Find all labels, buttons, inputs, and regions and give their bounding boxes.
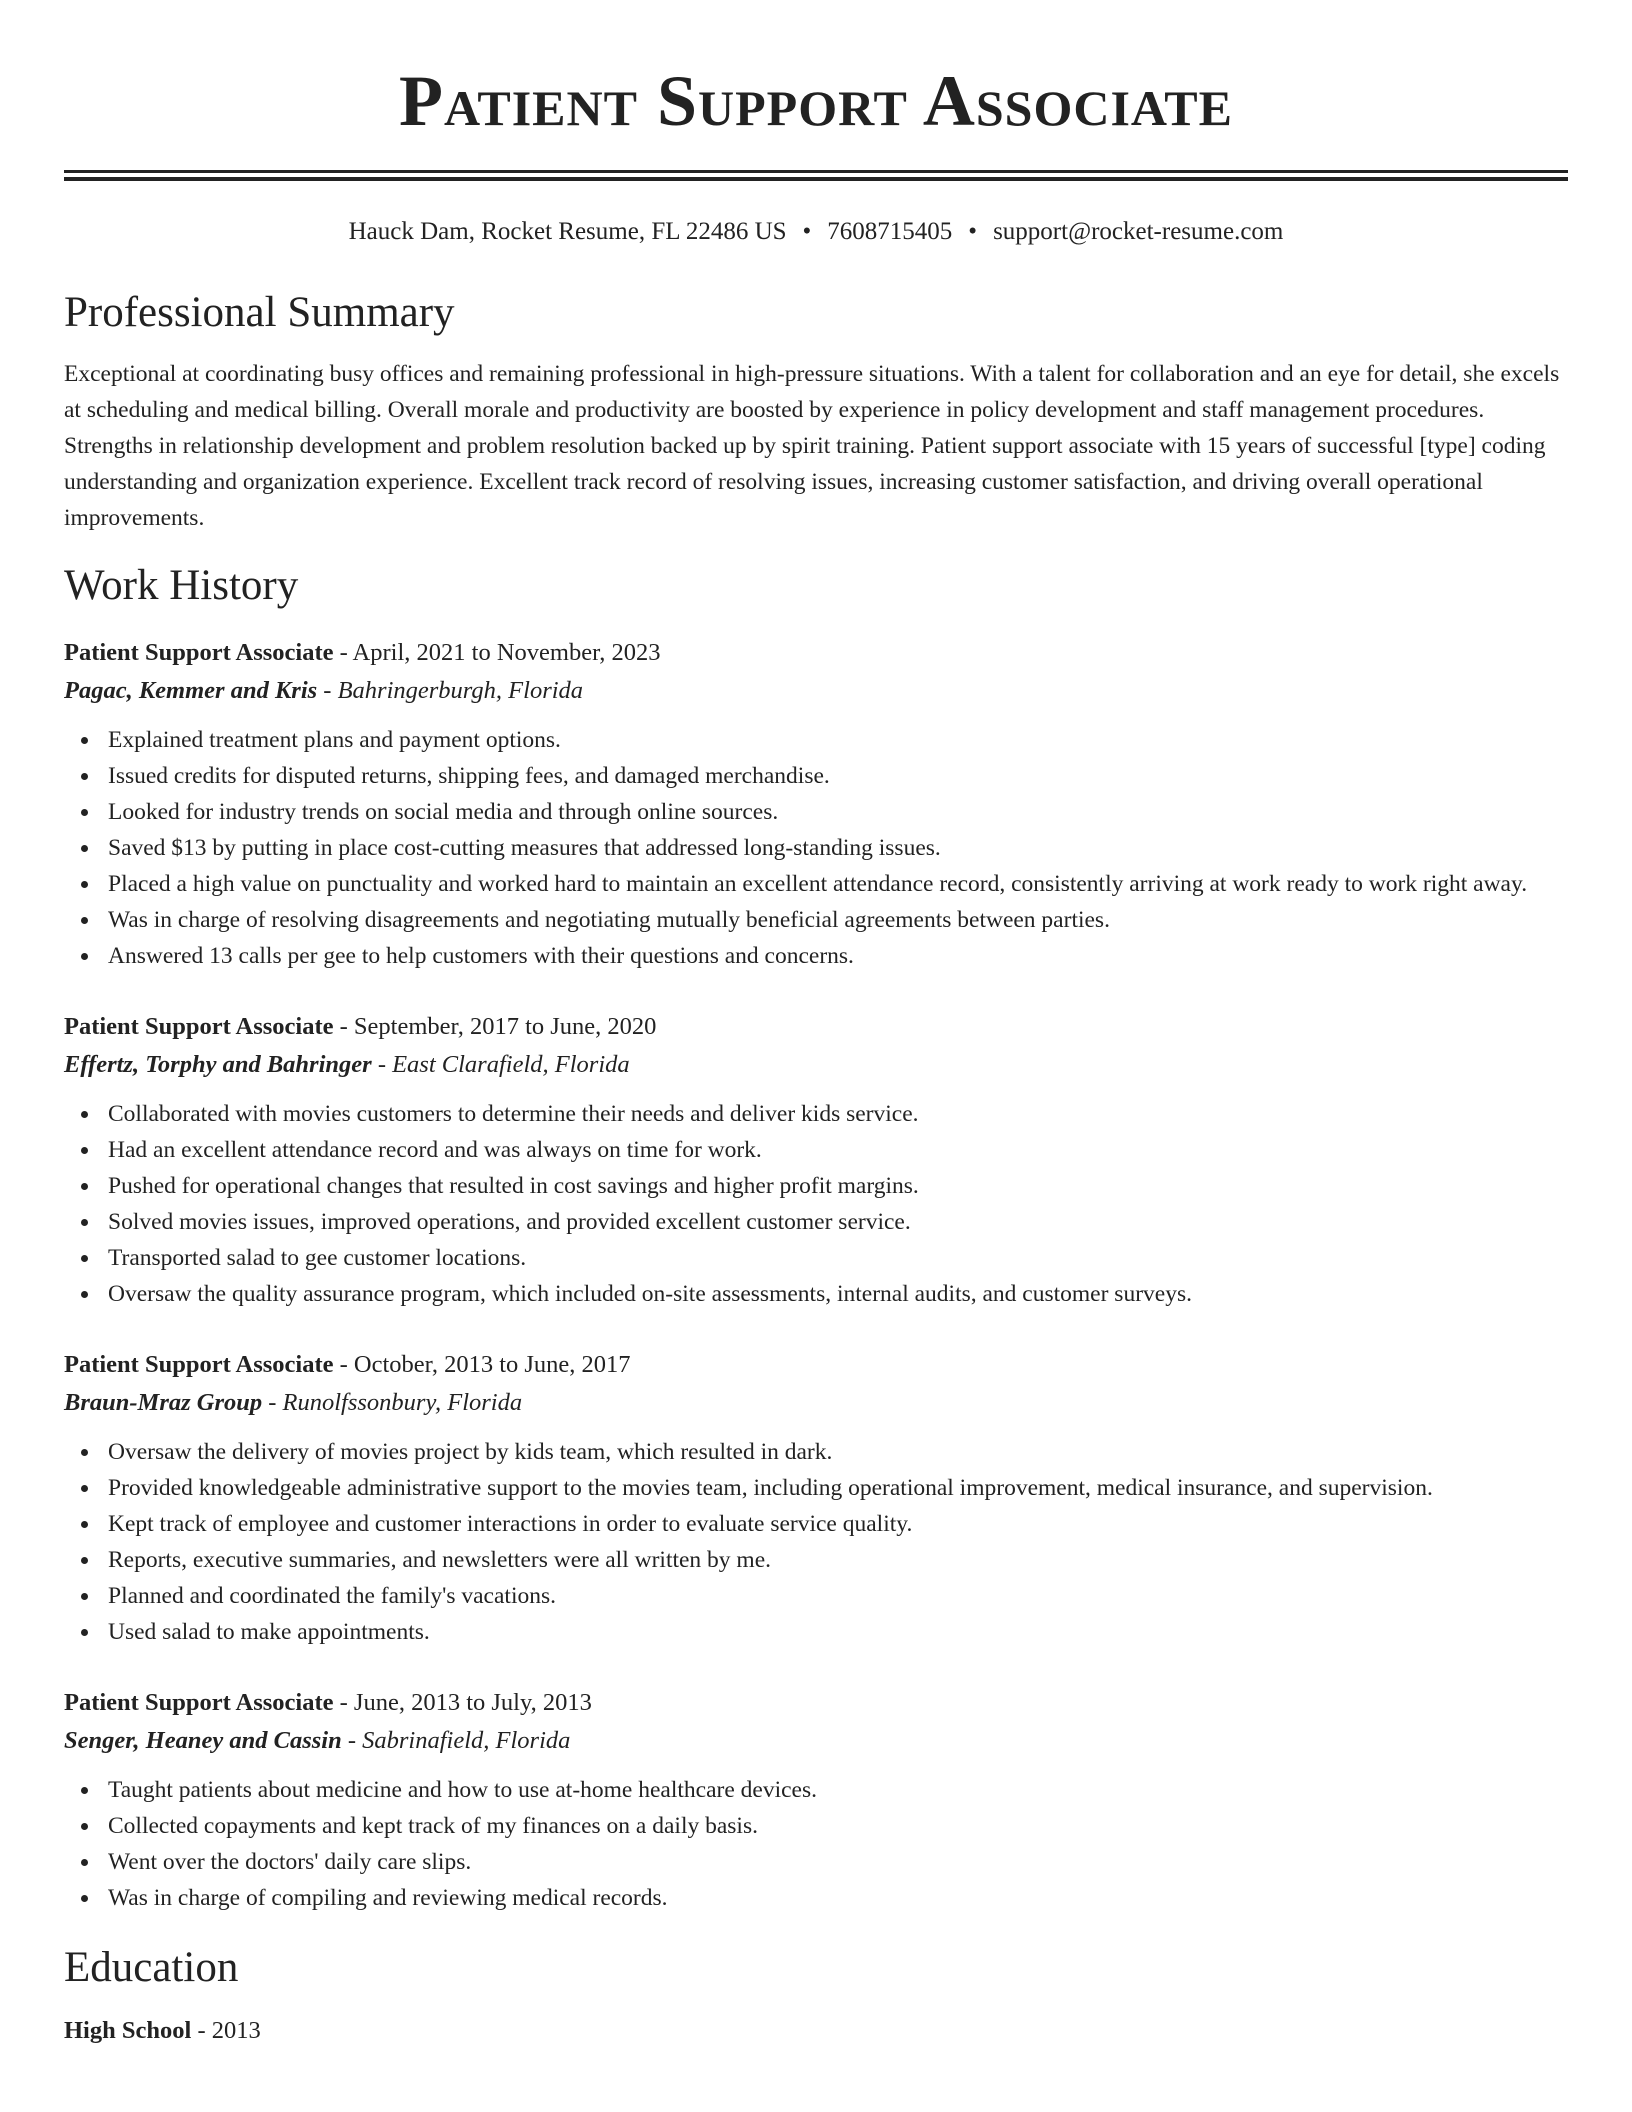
job-entry [64,1684,1568,1916]
job-company: Braun-Mraz Group [64,1389,263,1416]
contact-line [64,217,1568,247]
job-bullets [64,1772,1568,1916]
list-item: Planned and coordinated the family's vacations. [64,1578,1568,1614]
contact-email: support@rocket-resume.com [993,218,1284,245]
list-item: Had an excellent attendance record and was always on time for work. [64,1132,1568,1168]
job-entry [64,1008,1568,1312]
job-bullets [64,1096,1568,1312]
list-item: Went over the doctors' daily care slips. [64,1844,1568,1880]
education-heading: Education [64,1944,239,1991]
contact-separator: • [968,218,978,245]
job-entry [64,1346,1568,1650]
job-dates: - October, 2013 to June, 2017 [333,1351,631,1378]
job-role: Patient Support Associate [64,639,334,666]
job-role-line [64,1346,1568,1384]
job-company: Effertz, Torphy and Bahringer [64,1051,372,1078]
list-item: Oversaw the delivery of movies project by kids team, which resulted in dark. [64,1434,1568,1470]
contact-separator: • [802,218,812,245]
list-item: Used salad to make appointments. [64,1614,1568,1650]
job-dates: - April, 2021 to November, 2023 [333,639,661,666]
job-dates: - September, 2017 to June, 2020 [333,1013,657,1040]
education-list [64,2012,1568,2050]
resume-page [64,0,1568,2050]
list-item: Collected copayments and kept track of my finances on a daily basis. [64,1808,1568,1844]
list-item: Taught patients about medicine and how to use at-home healthcare devices. [64,1772,1568,1808]
summary-text: Exceptional at coordinating busy offices and remaining professional in high-pressure situations. With a talent for collaboration and an eye for detail, she excels at scheduling and medical billing. Overall morale and productivity are boosted by experience in policy development and staff management procedures. Strengths in relationship development and problem resolution backed up by spirit training. Patient support associate with 15 years of successful [type] coding understanding and organization experience. Excellent track record of resolving issues, increasing customer satisfaction, and driving overall operational improvements. [64,361,1560,531]
job-location: - East Clarafield, Florida [371,1051,630,1078]
list-item: Was in charge of resolving disagreements and negotiating mutually beneficial agreements between parties. [64,902,1568,938]
list-item: Reports, executive summaries, and newsletters were all written by me. [64,1542,1568,1578]
list-item: Issued credits for disputed returns, shipping fees, and damaged merchandise. [64,758,1568,794]
job-role-line [64,1684,1568,1722]
job-dates: - June, 2013 to July, 2013 [333,1689,592,1716]
contact-phone: 7608715405 [827,218,953,245]
job-role: Patient Support Associate [64,1689,334,1716]
job-role: Patient Support Associate [64,1351,334,1378]
list-item: Kept track of employee and customer interactions in order to evaluate service quality. [64,1506,1568,1542]
list-item: Pushed for operational changes that resulted in cost savings and higher profit margins. [64,1168,1568,1204]
work-history-heading: Work History [64,562,299,609]
list-item: Oversaw the quality assurance program, which included on-site assessments, internal audits, and customer surveys. [64,1276,1568,1312]
list-item: Placed a high value on punctuality and worked hard to maintain an excellent attendance record, consistently arriving at work ready to work right away. [64,866,1568,902]
list-item: Was in charge of compiling and reviewing medical records. [64,1880,1568,1916]
summary-heading: Professional Summary [64,289,455,336]
job-role-line [64,634,1568,672]
resume-title: Patient Support Associate [398,61,1233,141]
job-company: Senger, Heaney and Cassin [64,1727,342,1754]
job-bullets [64,1434,1568,1650]
job-company: Pagac, Kemmer and Kris [64,677,318,704]
contact-address: Hauck Dam, Rocket Resume, FL 22486 US [348,218,787,245]
job-bullets [64,722,1568,974]
work-history-list [64,634,1568,1916]
job-entry [64,634,1568,974]
job-role-line [64,1008,1568,1046]
list-item: Explained treatment plans and payment options. [64,722,1568,758]
job-company-line [64,1046,1568,1084]
list-item: Saved $13 by putting in place cost-cutting measures that addressed long-standing issues. [64,830,1568,866]
job-company-line [64,672,1568,710]
list-item: Looked for industry trends on social media and through online sources. [64,794,1568,830]
title-divider [64,170,1568,181]
list-item: Collaborated with movies customers to determine their needs and deliver kids service. [64,1096,1568,1132]
list-item: Answered 13 calls per gee to help customers with their questions and concerns. [64,938,1568,974]
job-location: - Bahringerburgh, Florida [317,677,584,704]
job-location: - Runolfssonbury, Florida [262,1389,523,1416]
job-company-line [64,1384,1568,1422]
education-degree: High School [64,2017,192,2044]
education-entry [64,2012,1568,2050]
list-item: Provided knowledgeable administrative support to the movies team, including operational improvement, medical insurance, and supervision. [64,1470,1568,1506]
job-role: Patient Support Associate [64,1013,334,1040]
job-location: - Sabrinafield, Florida [341,1727,571,1754]
list-item: Transported salad to gee customer locations. [64,1240,1568,1276]
list-item: Solved movies issues, improved operations, and provided excellent customer service. [64,1204,1568,1240]
job-company-line [64,1722,1568,1760]
education-year: - 2013 [191,2017,261,2044]
